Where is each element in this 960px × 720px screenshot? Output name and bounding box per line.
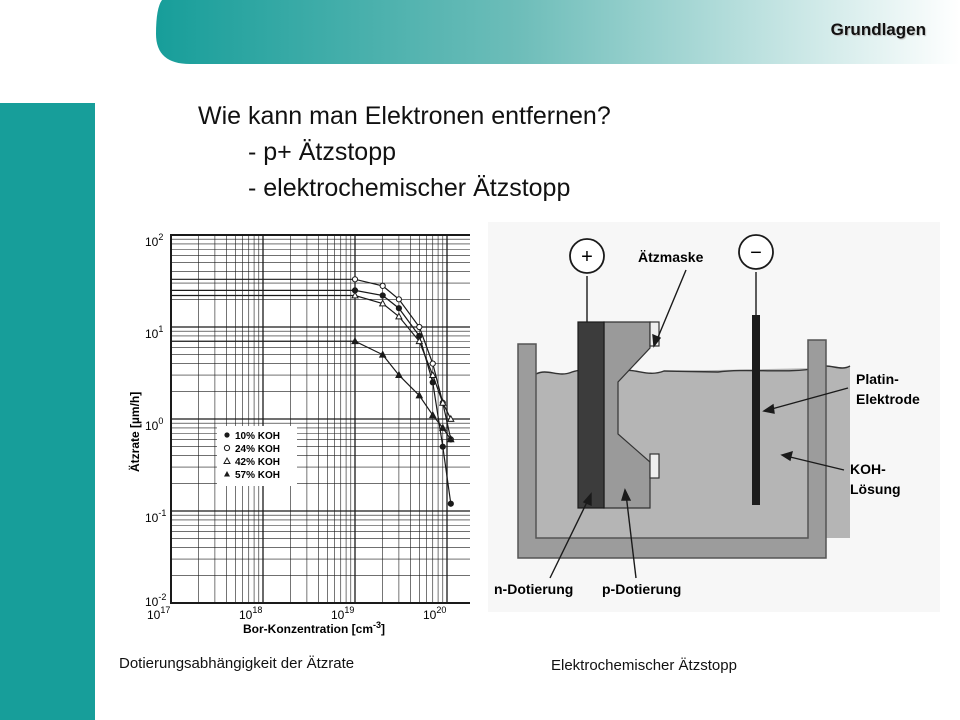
x-tick-labels (147, 605, 446, 622)
series-line-1 (171, 279, 451, 439)
chart-legend (217, 426, 297, 486)
series-point-1-2 (380, 283, 385, 288)
title-line-1: Wie kann man Elektronen entfernen? (198, 102, 611, 130)
plus-symbol: + (581, 246, 593, 268)
legend-item-57: 57% KOH (235, 470, 281, 481)
y-axis-label: Ätzrate [µm/h] (128, 391, 142, 472)
y-tick-10: $10^1$ (145, 324, 164, 341)
x-axis-label: Bor-Konzentration $[cm^{-3}]$ (243, 620, 386, 636)
n-doped-layer (578, 322, 604, 508)
series-point-1-1 (352, 277, 357, 282)
legend-marker-24 (224, 445, 229, 450)
etch-rate-chart (125, 222, 470, 642)
title-line-2: - p+ Ätzstopp (248, 138, 396, 166)
series-point-0-6 (440, 444, 445, 449)
series-point-0-7 (448, 501, 453, 506)
caption-right: Elektrochemischer Ätzstopp (551, 657, 737, 674)
series-point-1-4 (417, 324, 422, 329)
minus-symbol: − (750, 242, 762, 264)
section-label: Grundlagen (830, 20, 926, 39)
slide-title (198, 98, 611, 206)
series-point-1-3 (396, 297, 401, 302)
caption-left: Dotierungsabhängigkeit der Ätzrate (119, 655, 355, 672)
platinum-electrode (752, 315, 760, 505)
legend-marker-10 (224, 432, 229, 437)
series-point-0-3 (396, 306, 401, 311)
label-platinum-1: Platin- (856, 371, 899, 387)
x-tick-1e20: $10^{20}$ (423, 605, 447, 622)
legend-item-24: 24% KOH (235, 444, 281, 455)
y-tick-0-01: $10^{-2}$ (145, 592, 167, 609)
etch-stop-diagram (488, 222, 940, 612)
x-tick-1e17: $10^{17}$ (147, 605, 171, 622)
label-koh-2: Lösung (850, 481, 901, 497)
x-tick-1e19: $10^{19}$ (331, 605, 355, 622)
y-tick-1: $10^0$ (145, 416, 164, 433)
title-line-3: - elektrochemischer Ätzstopp (248, 174, 571, 202)
x-tick-1e18: $10^{18}$ (239, 605, 263, 622)
label-platinum-2: Elektrode (856, 391, 920, 407)
series-line-2 (171, 295, 451, 419)
legend-item-10: 10% KOH (235, 431, 281, 442)
y-tick-100: $10^2$ (145, 232, 164, 249)
series-line-0 (171, 290, 451, 503)
legend-item-42: 42% KOH (235, 457, 281, 468)
y-tick-0-1: $10^{-1}$ (145, 508, 167, 525)
y-tick-labels (145, 232, 166, 609)
label-etch-mask: Ätzmaske (638, 249, 704, 265)
side-accent-bar (0, 103, 95, 720)
etch-mask-bottom (650, 454, 659, 478)
series-point-1-5 (430, 361, 435, 366)
series-line-3 (171, 341, 451, 439)
label-n-doping: n-Dotierung (494, 581, 574, 597)
label-koh-1: KOH- (850, 461, 886, 477)
series-point-0-2 (380, 293, 385, 298)
label-p-doping: p-Dotierung (602, 581, 682, 597)
